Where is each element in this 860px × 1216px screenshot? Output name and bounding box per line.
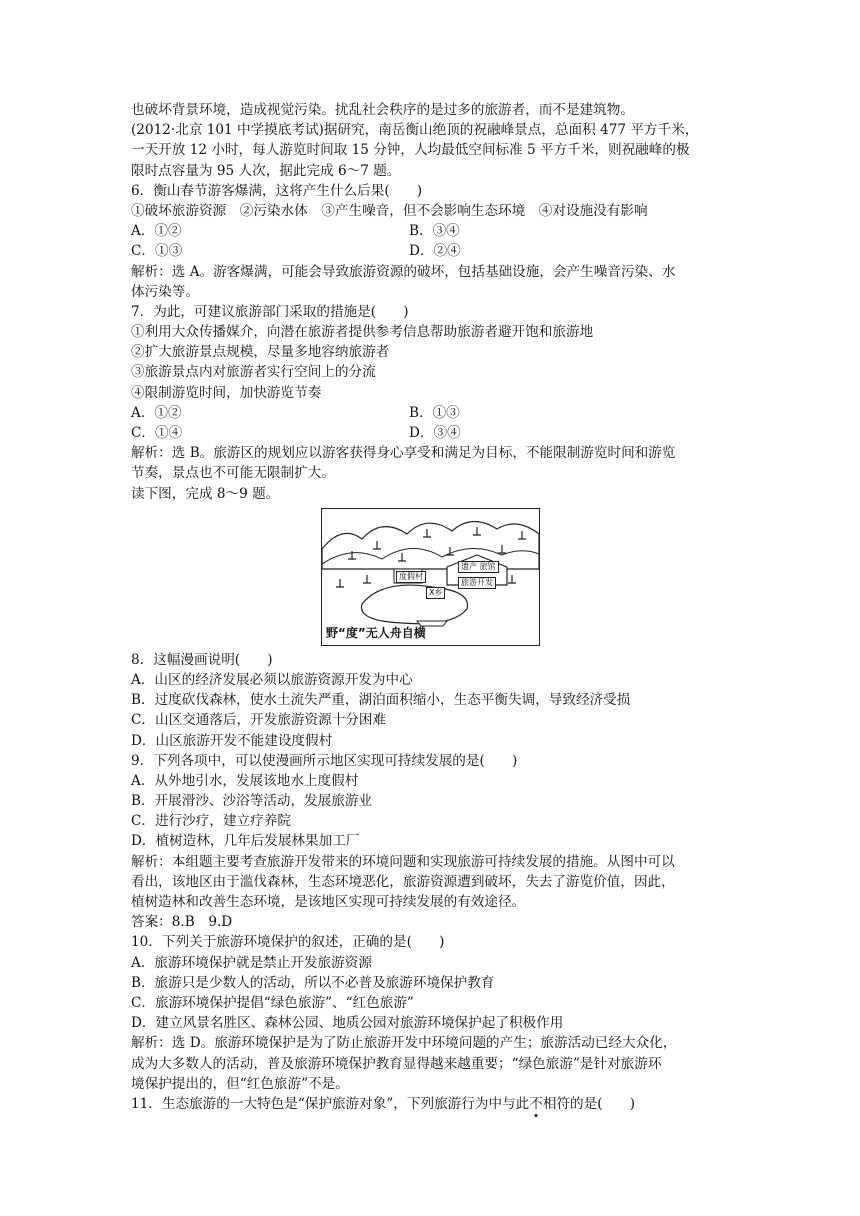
text-line: 植树造林和改善生态环境，是该地区实现可持续发展的有效途径。 — [131, 894, 526, 910]
text-block-q7-analysis — [131, 443, 731, 504]
text-line: ①利用大众传播媒介，向潜在旅游者提供参考信息帮助旅游者避开饱和旅游地 — [131, 324, 594, 341]
text-line: B．过度砍伐森林，使水土流失严重，湖泊面积缩小，生态平衡失调，导致经济受损 — [131, 692, 631, 709]
text-line: 成为大多数人的活动，普及旅游环境保护教育显得越来越重要；“绿色旅游”是针对旅游环 — [131, 1055, 662, 1072]
option: C．①④ — [131, 425, 183, 441]
text-line: C．山区交通落后，开发旅游资源十分困难 — [131, 712, 387, 729]
text-line: 7．为此，可建议旅游部门采取的措施是( ) — [131, 303, 409, 320]
text-line: 解析：选 B。旅游区的规划应以游客获得身心享受和满足为目标，不能限制游览时间和游览 — [131, 445, 676, 462]
option-row — [131, 241, 731, 261]
text-line: 也破坏背景环境，造成视觉污染。扰乱社会秩序的是过多的旅游者，而不是建筑物。 — [131, 102, 634, 118]
text-line: 限时点容量为 95 人次，据此完成 6～7 题。 — [131, 162, 401, 179]
text-line: 解析：本组题主要考查旅游开发带来的环境问题和实现旅游可持续发展的措施。从图中可以 — [131, 853, 675, 870]
text-line: (2012·北京 101 中学摸底考试)据研究，南岳衡山绝顶的祝融峰景点，总面积 477 平方千米， — [131, 122, 699, 139]
sign-tourism-dev: 旅游开发 — [458, 577, 496, 589]
sign-resort: 度假村 — [396, 571, 426, 583]
option: B．③④ — [409, 223, 460, 240]
text-line: 读下图，完成 8～9 题。 — [131, 485, 280, 502]
text-line: A．山区的经济发展必须以旅游资源开发为中心 — [131, 671, 413, 688]
q11-text-before: 11．生态旅游的一大特色是“保护旅游对象”，下列旅游行为中与此 — [131, 1095, 530, 1112]
option: D．③④ — [409, 425, 461, 441]
option-row — [131, 221, 731, 241]
q6-options — [131, 221, 731, 261]
option: A．①② — [131, 404, 182, 421]
text-line: 节奏，景点也不可能无限制扩大。 — [131, 465, 335, 482]
text-line: B．旅游只是少数人的活动，所以不必普及旅游环境保护教育 — [131, 974, 495, 991]
text-line: 答案：8.B 9.D — [131, 914, 233, 931]
text-block-top — [131, 100, 731, 221]
text-line: 解析：选 D。旅游环境保护是为了防止旅游开发中环境问题的产生；旅游活动已经大众化， — [131, 1035, 677, 1052]
text-line: ④限制游览时间，加快游览节奏 — [131, 384, 322, 401]
q11-line — [131, 1094, 731, 1114]
text-line: A．旅游环境保护就是禁止开发旅游资源 — [131, 954, 372, 971]
option-row — [131, 403, 731, 423]
figure-caption: 野“度”无人舟自横 — [326, 625, 426, 640]
text-line: A．从外地引水，发展该地水上度假村 — [131, 772, 359, 789]
text-line: 10．下列关于旅游环境保护的叙述，正确的是( ) — [131, 934, 445, 951]
option: D．②④ — [409, 243, 461, 260]
option: C．①③ — [131, 243, 183, 260]
text-line: 一天开放 12 小时，每人游览时间取 15 分钟，人均最低空间标准 5 平方千米，则祝融峰的极 — [131, 142, 690, 159]
text-line: 9．下列各项中，可以使漫画所示地区实现可持续发展的是( ) — [131, 752, 518, 769]
text-line: B．开展滑沙、沙浴等活动，发展旅游业 — [131, 793, 373, 810]
sign-heritage: 遗产 旅馆 — [458, 561, 499, 573]
text-line: C．旅游环境保护提倡“绿色旅游”、“红色旅游” — [131, 994, 414, 1011]
q11-emphasis: 不 — [529, 1095, 543, 1112]
text-line: 体污染等。 — [131, 283, 199, 300]
text-line: D．植树造林，几年后发展林果加工厂 — [131, 833, 360, 850]
text-line: ①破坏旅游资源 ②污染水体 ③产生噪音，但不会影响生态环境 ④对设施没有影响 — [131, 202, 648, 219]
sign-x-township: X乡 — [426, 587, 445, 599]
q11-text-after: 相符的是( ) — [542, 1095, 635, 1112]
text-line: C．进行沙疗，建立疗养院 — [131, 813, 291, 830]
option-row — [131, 423, 731, 443]
text-line: 看出，该地区由于滥伐森林，生态环境恶化，旅游资源遭到破坏，失去了游览价值，因此， — [131, 873, 675, 890]
text-line: 解析：选 A。游客爆满，可能会导致旅游资源的破坏，包括基础设施，会产生噪音污染、水 — [131, 263, 676, 280]
text-line: 6．衡山春节游客爆满，这将产生什么后果( ) — [131, 182, 423, 199]
option: A．①② — [131, 223, 182, 240]
text-block-bottom — [131, 650, 731, 1094]
cartoon-figure — [321, 508, 540, 646]
text-line: D．建立风景名胜区、森林公园、地质公园对旅游环境保护起了积极作用 — [131, 1015, 564, 1032]
text-line: 8．这幅漫画说明( ) — [131, 651, 273, 668]
text-line: 境保护提出的，但“红色旅游”不是。 — [131, 1075, 349, 1092]
option: B．①③ — [409, 404, 460, 421]
text-line: ③旅游景点内对旅游者实行空间上的分流 — [131, 364, 376, 381]
document-page — [131, 100, 731, 1114]
text-line: ②扩大旅游景点规模，尽量多地容纳旅游者 — [131, 344, 390, 361]
text-block-q6-analysis — [131, 262, 731, 403]
text-line: D．山区旅游开发不能建设度假村 — [131, 732, 333, 749]
q7-options — [131, 403, 731, 443]
